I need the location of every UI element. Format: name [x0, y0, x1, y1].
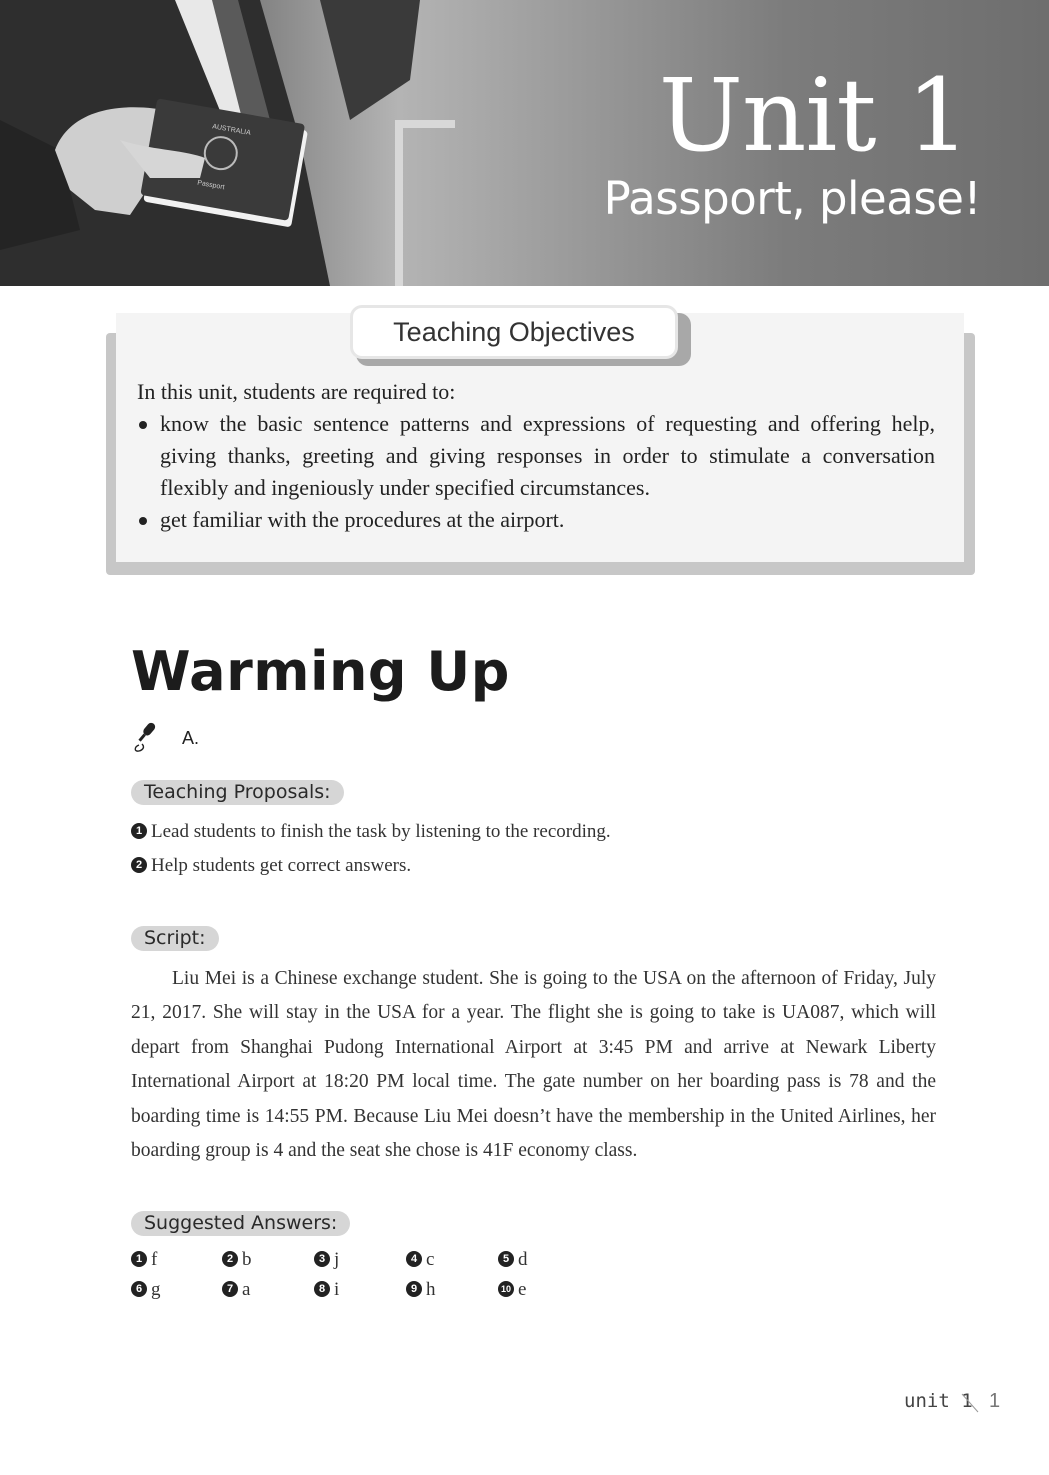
proposals-heading: Teaching Proposals: — [131, 780, 344, 805]
bullet-icon — [139, 421, 147, 429]
unit-title: Unit 1 — [658, 57, 969, 174]
page-number: 1 — [989, 1390, 1001, 1412]
proposal-item: 1 Lead students to finish the task by listening to the recording. — [131, 820, 611, 844]
answers-heading: Suggested Answers: — [131, 1211, 350, 1236]
number-badge: 1 — [131, 823, 147, 839]
passport-word: Passport — [196, 179, 226, 192]
part-label: A. — [182, 728, 200, 748]
answer-item: 10 e — [498, 1278, 526, 1302]
proposal-item: 2 Help students get correct answers. — [131, 854, 411, 878]
answer-item: 8 i — [314, 1278, 339, 1302]
objective-item: know the basic sentence patterns and expressions of requesting and offering help, giving thanks, greeting and giving responses in order to stimulate a conversation flexibly and ingeniously under specified circumstances. — [137, 408, 935, 504]
answer-item: 1 f — [131, 1248, 157, 1272]
objectives-list — [137, 408, 935, 536]
header-banner — [0, 0, 1049, 286]
answer-item: 7 a — [222, 1278, 250, 1302]
objectives-intro: In this unit, students are required to: — [137, 379, 456, 404]
answer-item: 3 j — [314, 1248, 339, 1272]
footer-unit-label: unit 1 — [904, 1390, 973, 1412]
script-paragraph: Liu Mei is a Chinese exchange student. She is going to the USA on the afternoon of Friday, July 21, 2017. She will stay in the USA for a year. The flight she is going to take is UA087, which will depart from Shanghai Pudong International Airport at 3:45 PM and arrive at Newark Liberty International Airport at 18:20 PM local time. The gate number on her boarding pass is 78 and the boarding time is 14:55 PM. Because Liu Mei doesn’t have the membership in the United Airlines, her boarding group is 4 and the seat she chose is 41F economy class. — [131, 968, 936, 1162]
microphone-icon — [132, 721, 160, 753]
answer-item: 9 h — [406, 1278, 436, 1302]
script-heading: Script: — [131, 926, 219, 951]
passport-country: AUSTRALIA — [211, 123, 252, 137]
passport-photo — [0, 0, 560, 286]
section-title: Warming Up — [131, 640, 510, 703]
number-badge: 2 — [131, 857, 147, 873]
objective-item: get familiar with the procedures at the airport. — [137, 504, 935, 536]
unit-subtitle: Passport, please! — [603, 172, 981, 225]
answer-item: 5 d — [498, 1248, 528, 1272]
answer-item: 4 c — [406, 1248, 434, 1272]
answer-item: 6 g — [131, 1278, 161, 1302]
bullet-icon — [139, 517, 147, 525]
objectives-heading: Teaching Objectives — [350, 305, 678, 359]
divider-slash-icon — [960, 1392, 980, 1414]
answer-item: 2 b — [222, 1248, 252, 1272]
